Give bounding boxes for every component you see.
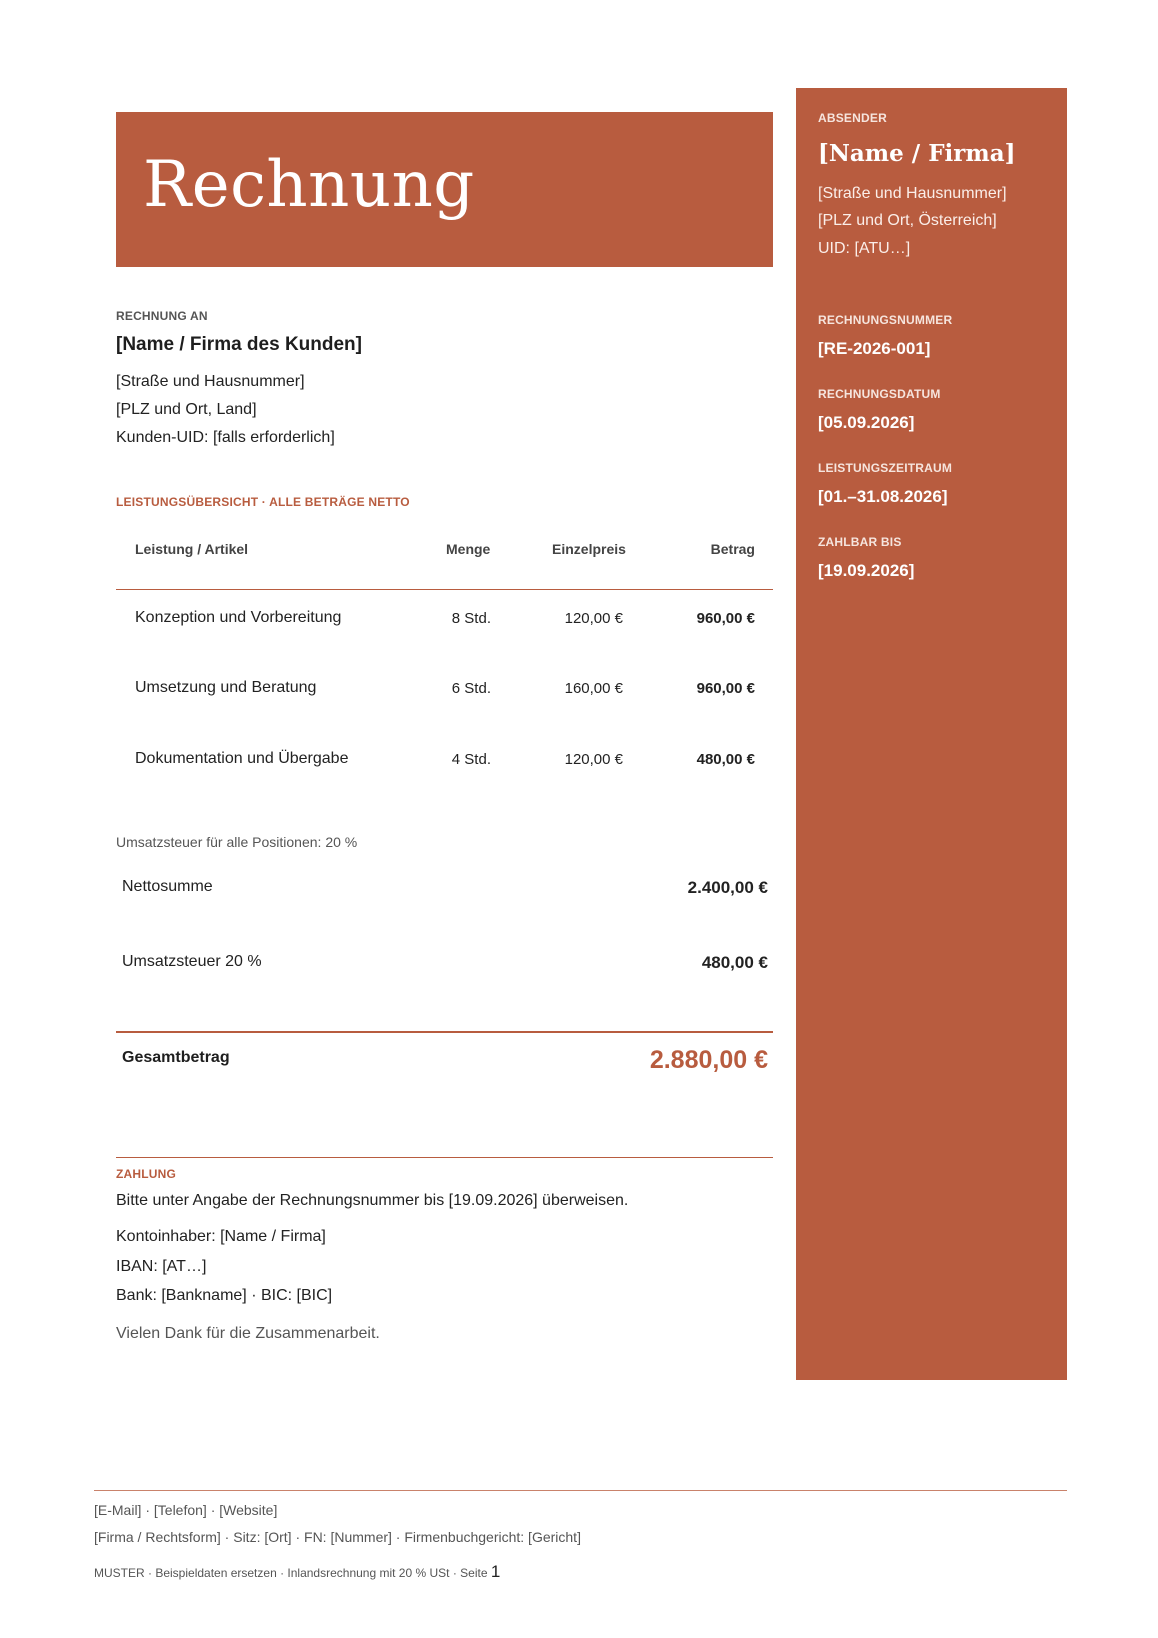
row-amount: 960,00 € bbox=[696, 610, 755, 627]
column-header-unit-price: Einzelpreis bbox=[552, 541, 626, 557]
row-amount: 960,00 € bbox=[696, 680, 755, 697]
footer-divider bbox=[94, 1490, 1067, 1491]
vat-label: Umsatzsteuer 20 % bbox=[122, 953, 262, 970]
row-unit-price: 120,00 € bbox=[564, 751, 623, 768]
row-unit-price: 160,00 € bbox=[564, 680, 623, 697]
row-amount: 480,00 € bbox=[696, 751, 755, 768]
service-period: [01.–31.08.2026] bbox=[818, 487, 948, 506]
iban: IBAN: [AT…] bbox=[116, 1258, 207, 1275]
tax-note: Umsatzsteuer für alle Positionen: 20 % bbox=[116, 834, 358, 850]
footer-company: [Firma / Rechtsform] · Sitz: [Ort] · FN: [Nummer] · Firmenbuchgericht: [Gericht] bbox=[94, 1529, 581, 1545]
row-item: Dokumentation und Übergabe bbox=[135, 750, 349, 767]
invoice-date: [05.09.2026] bbox=[818, 413, 915, 432]
thank-you-note: Vielen Dank für die Zusammenarbeit. bbox=[116, 1325, 380, 1342]
row-quantity: 8 Std. bbox=[451, 610, 491, 627]
grand-total-label: Gesamtbetrag bbox=[122, 1049, 230, 1066]
column-header-quantity: Menge bbox=[446, 541, 491, 557]
sender-label: ABSENDER bbox=[818, 111, 887, 125]
bank-details: Bank: [Bankname] · BIC: [BIC] bbox=[116, 1287, 333, 1304]
recipient-uid: Kunden-UID: [falls erforderlich] bbox=[116, 429, 335, 446]
row-unit-price: 120,00 € bbox=[564, 610, 623, 627]
net-total-label: Nettosumme bbox=[122, 878, 213, 895]
net-total-value: 2.400,00 € bbox=[687, 878, 768, 897]
page-title: Rechnung bbox=[143, 148, 475, 222]
invoice-number-label: RECHNUNGSNUMMER bbox=[818, 313, 953, 327]
vat-value: 480,00 € bbox=[701, 953, 768, 972]
due-date: [19.09.2026] bbox=[818, 561, 915, 580]
account-holder: Kontoinhaber: [Name / Firma] bbox=[116, 1228, 326, 1245]
row-item: Konzeption und Vorbereitung bbox=[135, 609, 342, 626]
row-quantity: 6 Std. bbox=[451, 680, 491, 697]
footer-note bbox=[94, 1562, 500, 1582]
title-banner bbox=[116, 112, 773, 267]
sender-name: [Name / Firma] bbox=[818, 140, 1016, 167]
recipient-street: [Straße und Hausnummer] bbox=[116, 373, 305, 390]
invoice-date-label: RECHNUNGSDATUM bbox=[818, 387, 941, 401]
footer-contact: [E-Mail] · [Telefon] · [Website] bbox=[94, 1502, 278, 1518]
sender-city: [PLZ und Ort, Österreich] bbox=[818, 212, 997, 229]
total-divider bbox=[116, 1031, 773, 1033]
sender-uid: UID: [ATU…] bbox=[818, 240, 911, 257]
row-quantity: 4 Std. bbox=[451, 751, 491, 768]
payment-label: ZAHLUNG bbox=[116, 1167, 177, 1181]
due-date-label: ZAHLBAR BIS bbox=[818, 535, 902, 549]
page-number: 1 bbox=[490, 1562, 501, 1581]
service-period-label: LEISTUNGSZEITRAUM bbox=[818, 461, 953, 475]
recipient-name: [Name / Firma des Kunden] bbox=[116, 334, 362, 355]
recipient-label: RECHNUNG AN bbox=[116, 309, 208, 323]
column-header-amount: Betrag bbox=[710, 541, 755, 557]
sender-street: [Straße und Hausnummer] bbox=[818, 185, 1007, 202]
payment-instruction: Bitte unter Angabe der Rechnungsnummer bis [19.09.2026] überweisen. bbox=[116, 1192, 629, 1209]
recipient-city: [PLZ und Ort, Land] bbox=[116, 401, 257, 418]
table-header-divider bbox=[116, 589, 773, 590]
grand-total-value: 2.880,00 € bbox=[649, 1046, 768, 1074]
row-item: Umsetzung und Beratung bbox=[135, 679, 317, 696]
column-header-item: Leistung / Artikel bbox=[135, 541, 249, 557]
services-section-label: LEISTUNGSÜBERSICHT · ALLE BETRÄGE NETTO bbox=[116, 495, 410, 509]
footer-note-text: MUSTER · Beispieldaten ersetzen · Inlandsrechnung mit 20 % USt · Seite bbox=[94, 1566, 488, 1580]
payment-divider bbox=[116, 1157, 773, 1158]
invoice-number: [RE-2026-001] bbox=[818, 339, 931, 358]
sender-sidebar bbox=[796, 88, 1067, 1380]
